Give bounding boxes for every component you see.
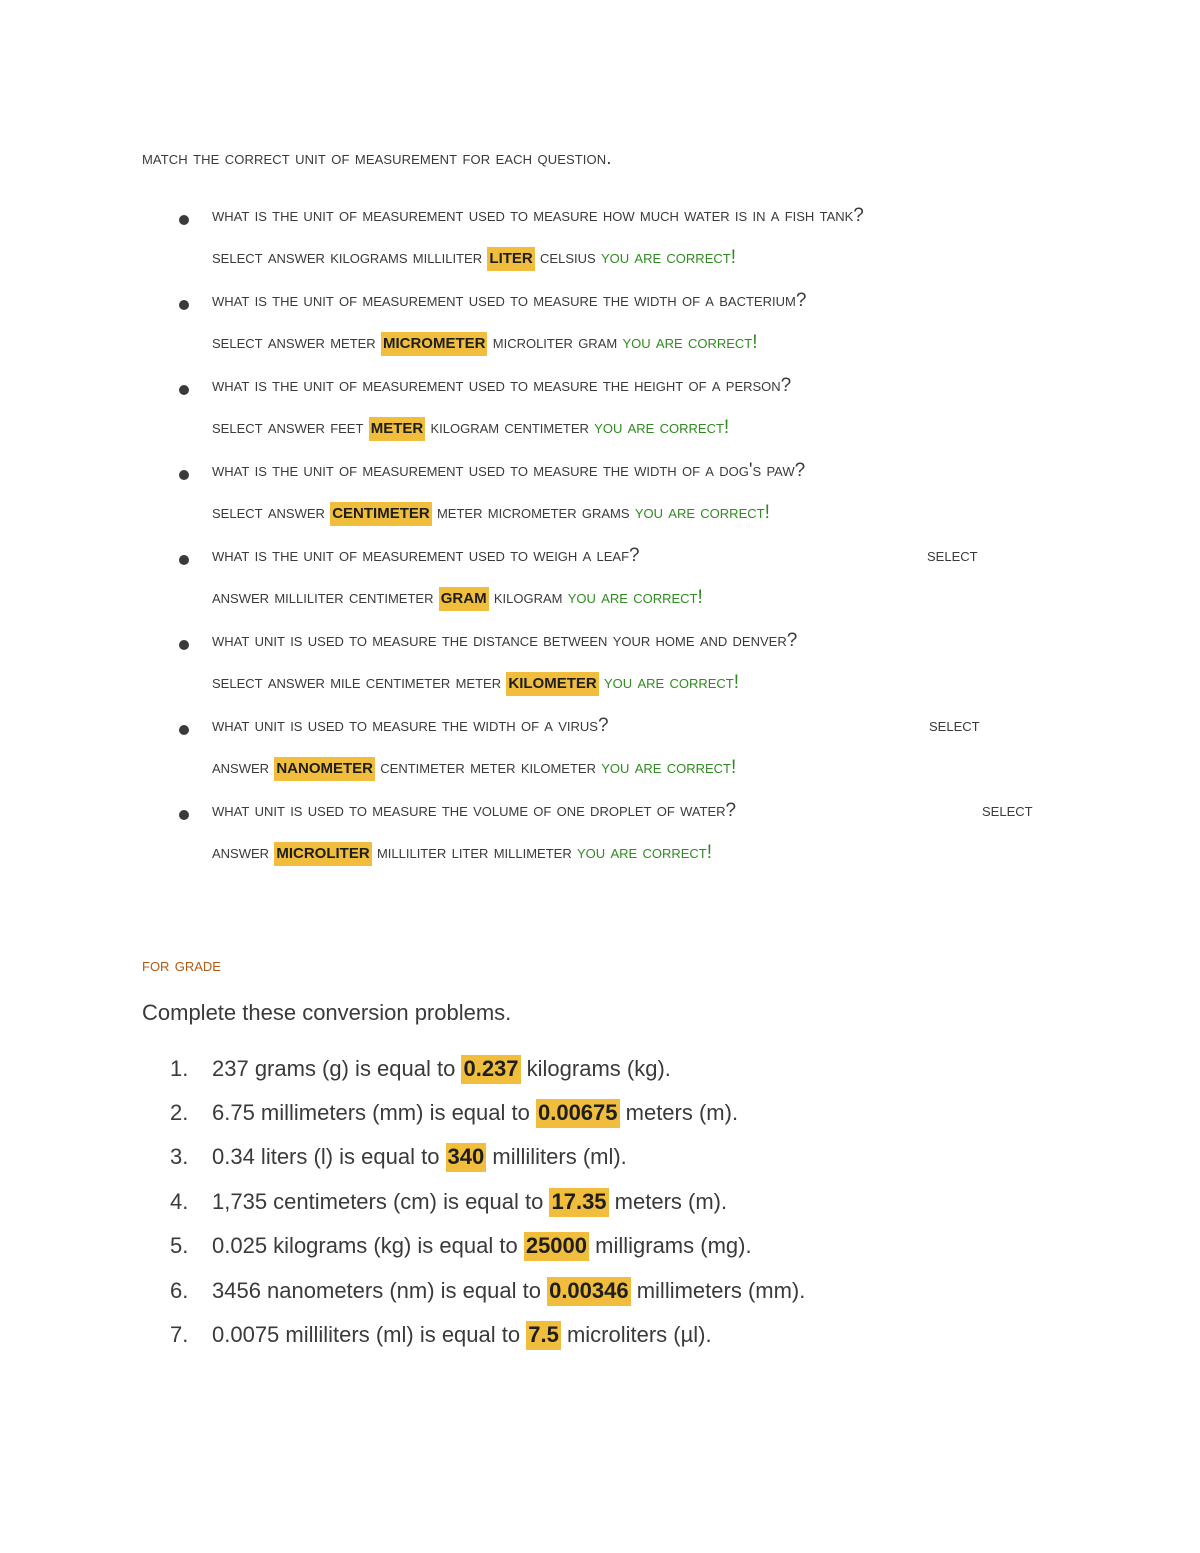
answer-value: 7.5	[526, 1321, 561, 1350]
answer-choices-after: kilogram centimeter	[425, 417, 595, 438]
answer-choices-before: select answer mile centimeter meter	[212, 672, 507, 693]
answer-options	[212, 417, 729, 439]
answer-choices-after: celsius	[534, 247, 601, 268]
correct-feedback: you are correct!	[594, 417, 730, 438]
selected-answer: METER	[369, 417, 426, 441]
answer-options	[212, 247, 736, 269]
correct-feedback: you are correct!	[600, 247, 736, 268]
correct-feedback: you are correct!	[604, 672, 740, 693]
answer-value: 0.237	[461, 1055, 520, 1084]
bullet-icon	[179, 640, 189, 650]
answer-options	[212, 842, 712, 864]
question-text	[212, 205, 864, 227]
correct-feedback: you are correct!	[601, 757, 737, 778]
bullet-icon	[179, 555, 189, 565]
select-label: select	[982, 800, 1033, 821]
question-label: what is the unit of measurement used to measure the width of a bacterium?	[212, 290, 807, 311]
answer-choices-before: select answer	[212, 502, 331, 523]
bullet-icon	[179, 470, 189, 480]
selected-answer: MICROMETER	[381, 332, 488, 356]
unit-text: kilograms (kg).	[520, 1056, 671, 1081]
bullet-icon	[179, 300, 189, 310]
unit-text: meters (m).	[619, 1100, 739, 1125]
question-text	[212, 375, 791, 397]
unit-text: milliliters (ml).	[486, 1144, 627, 1169]
conversion-item	[170, 1056, 671, 1082]
selected-answer: GRAM	[439, 587, 489, 611]
item-number: 4.	[170, 1189, 189, 1214]
conversion-item	[170, 1278, 805, 1304]
selected-answer: MICROLITER	[274, 842, 371, 866]
bullet-icon	[179, 810, 189, 820]
question-label: what is the unit of measurement used to measure the width of a dog's paw?	[212, 460, 806, 481]
question-label: what unit is used to measure the width of a virus?	[212, 715, 609, 736]
answer-value: 25000	[524, 1232, 589, 1261]
answer-choices-before: select answer feet	[212, 417, 369, 438]
item-number: 2.	[170, 1100, 189, 1125]
question-text	[212, 715, 609, 737]
answer-value: 17.35	[549, 1188, 608, 1217]
problem-text: 0.34 liters (l) is equal to	[212, 1144, 446, 1169]
question-text	[212, 290, 806, 312]
problem-text: 0.0075 milliliters (ml) is equal to	[212, 1322, 527, 1347]
question-label: what is the unit of measurement used to weigh a leaf?	[212, 545, 640, 566]
question-label: what unit is used to measure the distance between your home and denver?	[212, 630, 798, 651]
answer-choices-before: select answer kilograms milliliter	[212, 247, 488, 268]
answer-options	[212, 587, 703, 609]
unit-text: meters (m).	[608, 1189, 728, 1214]
problem-text: 1,735 centimeters (cm) is equal to	[212, 1189, 550, 1214]
answer-choices-after: meter micrometer grams	[431, 502, 635, 523]
correct-feedback: you are correct!	[634, 502, 770, 523]
answer-choices-after: microliter gram	[487, 332, 623, 353]
select-label: select	[927, 545, 978, 566]
answer-choices-after: milliliter liter millimeter	[371, 842, 577, 863]
item-number: 5.	[170, 1233, 189, 1258]
conversion-item	[170, 1144, 627, 1170]
problem-text: 237 grams (g) is equal to	[212, 1056, 462, 1081]
answer-value: 0.00346	[547, 1277, 631, 1306]
answer-options	[212, 332, 758, 354]
item-number: 7.	[170, 1322, 189, 1347]
selected-answer: KILOMETER	[506, 672, 598, 696]
question-label: what is the unit of measurement used to measure how much water is in a fish tank?	[212, 205, 864, 226]
correct-feedback: you are correct!	[567, 587, 703, 608]
question-label: what unit is used to measure the volume of one droplet of water?	[212, 800, 737, 821]
answer-choices-before: answer milliliter centimeter	[212, 587, 439, 608]
for-grade-heading	[142, 955, 221, 977]
conversion-item	[170, 1322, 712, 1348]
bullet-icon	[179, 725, 189, 735]
selected-answer: LITER	[487, 247, 534, 271]
item-number: 1.	[170, 1056, 189, 1081]
problem-text: 0.025 kilograms (kg) is equal to	[212, 1233, 524, 1258]
answer-choices-before: answer	[212, 842, 275, 863]
problem-text: 3456 nanometers (nm) is equal to	[212, 1278, 548, 1303]
selected-answer: CENTIMETER	[330, 502, 432, 526]
bullet-icon	[179, 385, 189, 395]
answer-options	[212, 672, 739, 694]
item-number: 3.	[170, 1144, 189, 1169]
unit-text: microliters (µl).	[560, 1322, 712, 1347]
item-number: 6.	[170, 1278, 189, 1303]
question-text	[212, 630, 797, 652]
for-grade-text: for grade	[142, 955, 221, 976]
select-label: select	[929, 715, 980, 736]
instructions-heading	[142, 148, 612, 170]
answer-choices-after: centimeter meter kilometer	[375, 757, 602, 778]
correct-feedback: you are correct!	[622, 332, 758, 353]
unit-text: millimeters (mm).	[630, 1278, 806, 1303]
answer-options	[212, 502, 770, 524]
answer-value: 340	[446, 1143, 487, 1172]
conversion-instructions: Complete these conversion problems.	[142, 1000, 512, 1025]
unit-text: milligrams (mg).	[589, 1233, 752, 1258]
question-text	[212, 545, 640, 567]
intro-text: match the correct unit of measurement for each question.	[142, 148, 612, 169]
question-text	[212, 460, 805, 482]
correct-feedback: you are correct!	[577, 842, 713, 863]
answer-options	[212, 757, 736, 779]
bullet-icon	[179, 215, 189, 225]
conversion-item	[170, 1233, 752, 1259]
conversion-item	[170, 1189, 727, 1215]
conversion-item	[170, 1100, 738, 1126]
answer-value: 0.00675	[536, 1099, 620, 1128]
answer-choices-before: answer	[212, 757, 275, 778]
question-text	[212, 800, 736, 822]
question-label: what is the unit of measurement used to measure the height of a person?	[212, 375, 792, 396]
problem-text: 6.75 millimeters (mm) is equal to	[212, 1100, 536, 1125]
answer-choices-before: select answer meter	[212, 332, 381, 353]
answer-choices-after: kilogram	[488, 587, 568, 608]
selected-answer: NANOMETER	[274, 757, 375, 781]
